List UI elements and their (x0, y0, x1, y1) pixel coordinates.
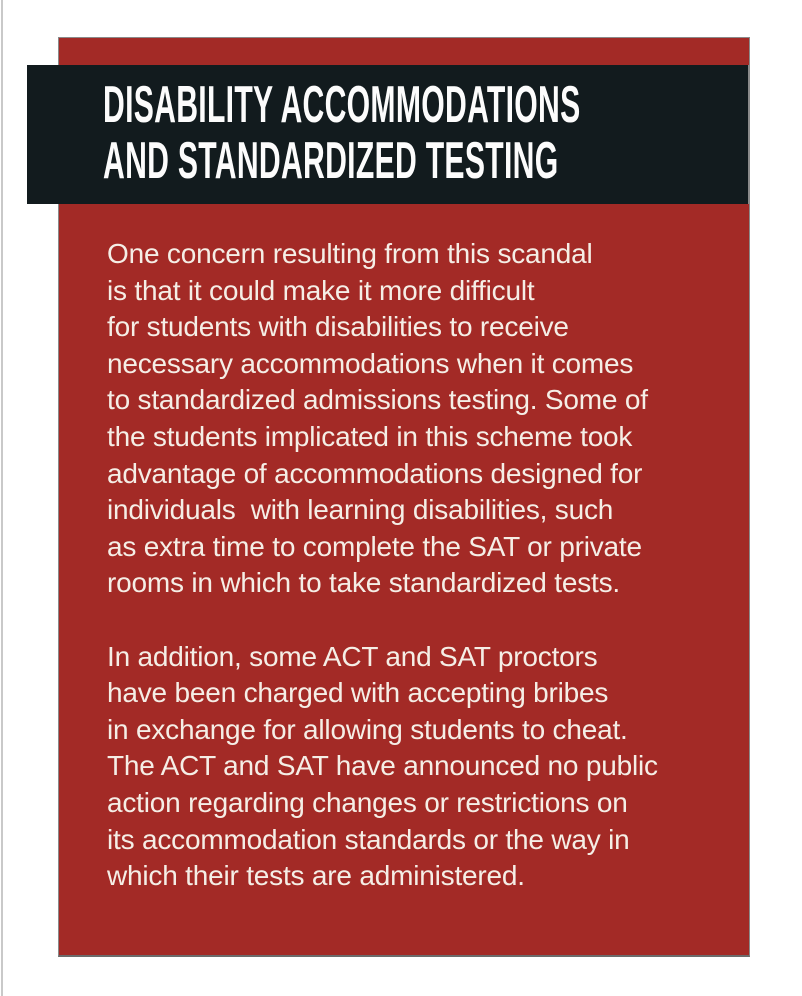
title-banner (27, 65, 749, 204)
text-line: have been charged with accepting bribes (107, 677, 609, 709)
page-edge-line (1, 0, 3, 996)
text-line: in exchange for allowing students to cheat. (107, 713, 628, 745)
page-title-line-1: DISABILITY ACCOMMODATIONS (103, 76, 581, 134)
text-line: its accommodation standards or the way in (107, 823, 630, 855)
text-line: action regarding changes or restrictions on (107, 786, 628, 818)
page-title-line-2: AND STANDARDIZED TESTING (103, 132, 559, 190)
text-line: to standardized admissions testing. Some of (107, 384, 648, 416)
text-line: advantage of accommodations designed for (107, 457, 643, 489)
text-line: for students with disabilities to receive (107, 311, 569, 343)
text-line: is that it could make it more difficult (107, 274, 535, 306)
paragraph-2 (107, 639, 739, 895)
text-line: rooms in which to take standardized tests. (107, 567, 620, 599)
text-line: In addition, some ACT and SAT proctors (107, 640, 598, 672)
text-line: One concern resulting from this scandal (107, 238, 593, 269)
text-line: necessary accommodations when it comes (107, 347, 634, 379)
body-copy (107, 236, 739, 895)
text-line: which their tests are administered. (107, 860, 525, 892)
text-line: individuals with learning disabilities, such (107, 494, 614, 526)
text-line: The ACT and SAT have announced no public (107, 750, 658, 782)
text-line: as extra time to complete the SAT or private (107, 530, 642, 562)
paragraph-1 (107, 236, 739, 602)
text-line: the students implicated in this scheme took (107, 420, 633, 452)
